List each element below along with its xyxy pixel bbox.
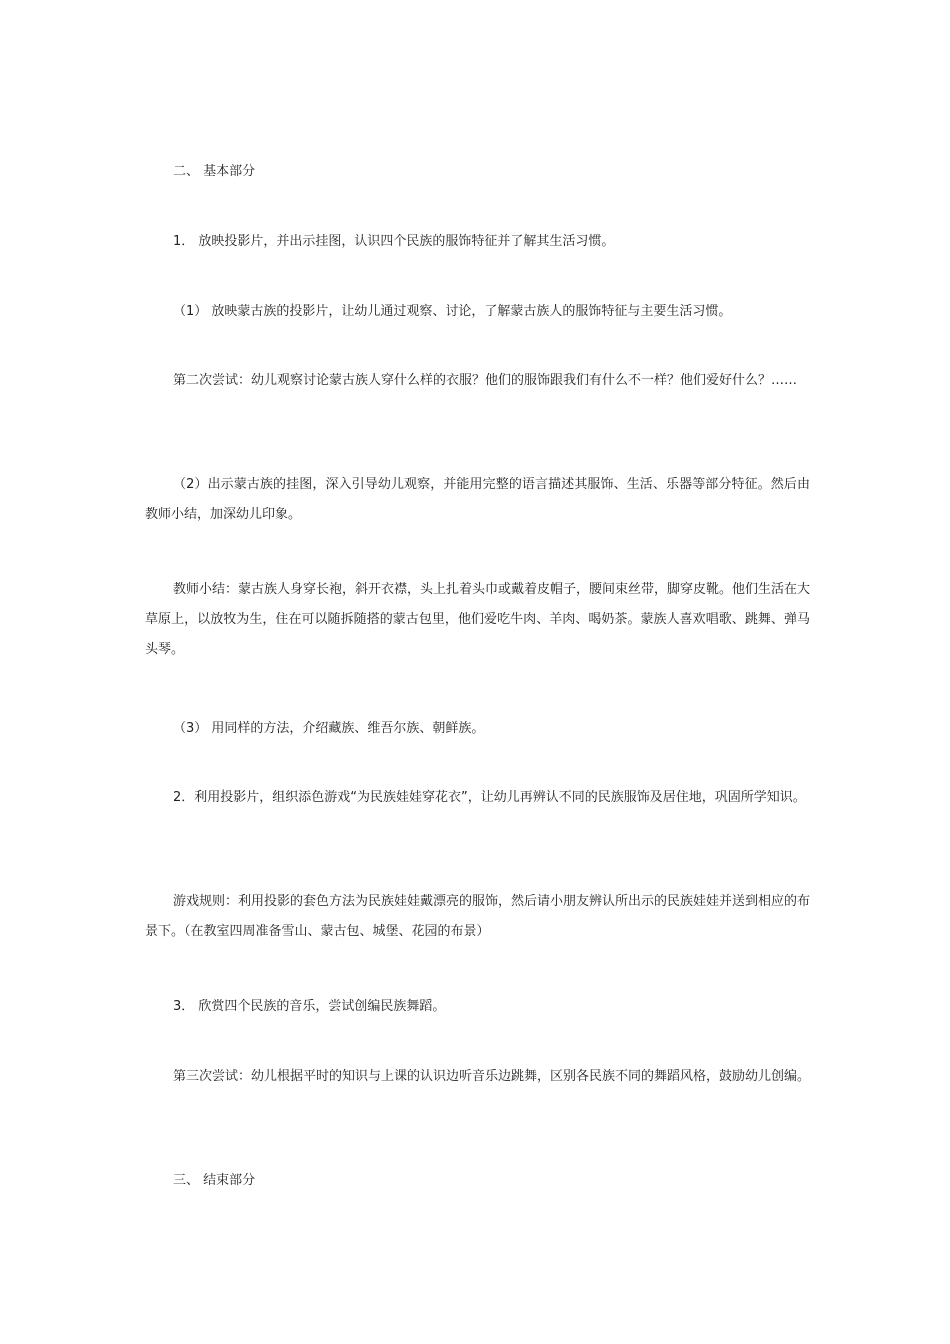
item-2-paragraph: 2．利用投影片，组织添色游戏“为民族娃娃穿花衣”，让幼儿再辨认不同的民族服饰及居住地，巩固所学知识。 xyxy=(173,790,806,805)
item-1-sub-1-paragraph: （1） 放映蒙古族的投影片，让幼儿通过观察、讨论，了解蒙古族人的服饰特征与主要生活习惯。 xyxy=(173,304,732,319)
item-1-sub-2-paragraph: （2）出示蒙古族的挂图，深入引导幼儿观察，并能用完整的语言描述其服饰、生活、乐器等部分特征。然后由教师小结，加深幼儿印象。 xyxy=(145,477,810,522)
second-attempt-paragraph: 第二次尝试：幼儿观察讨论蒙古族人穿什么样的衣服？他们的服饰跟我们有什么不一样？他们爱好什么？…… xyxy=(173,373,798,388)
game-rules-paragraph: 游戏规则：利用投影的套色方法为民族娃娃戴漂亮的服饰，然后请小朋友辨认所出示的民族娃娃并送到相应的布景下。（在教室四周准备雪山、蒙古包、城堡、花园的布景） xyxy=(145,894,811,939)
teacher-summary-paragraph: 教师小结：蒙古族人身穿长袍，斜开衣襟，头上扎着头巾或戴着皮帽子，腰间束丝带，脚穿皮靴。他们生活在大草原上，以放牧为生，住在可以随拆随搭的蒙古包里，他们爱吃牛肉、羊肉、喝奶茶。蒙族人喜欢唱歌、跳舞、弹马头琴。 xyxy=(145,582,811,657)
item-1-sub-3-paragraph: （3） 用同样的方法，介绍藏族、维吾尔族、朝鲜族。 xyxy=(173,721,485,736)
third-attempt-paragraph: 第三次尝试：幼儿根据平时的知识与上课的认识边听音乐边跳舞，区别各民族不同的舞蹈风格，鼓励幼儿创编。 xyxy=(173,1069,811,1084)
section-end-heading: 三、 结束部分 xyxy=(173,1173,256,1188)
item-3-paragraph: 3． 欣赏四个民族的音乐，尝试创编民族舞蹈。 xyxy=(173,999,446,1014)
item-1-paragraph: 1． 放映投影片，并出示挂图，认识四个民族的服饰特征并了解其生活习惯。 xyxy=(173,234,615,249)
section-basic-heading: 二、 基本部分 xyxy=(173,164,256,179)
